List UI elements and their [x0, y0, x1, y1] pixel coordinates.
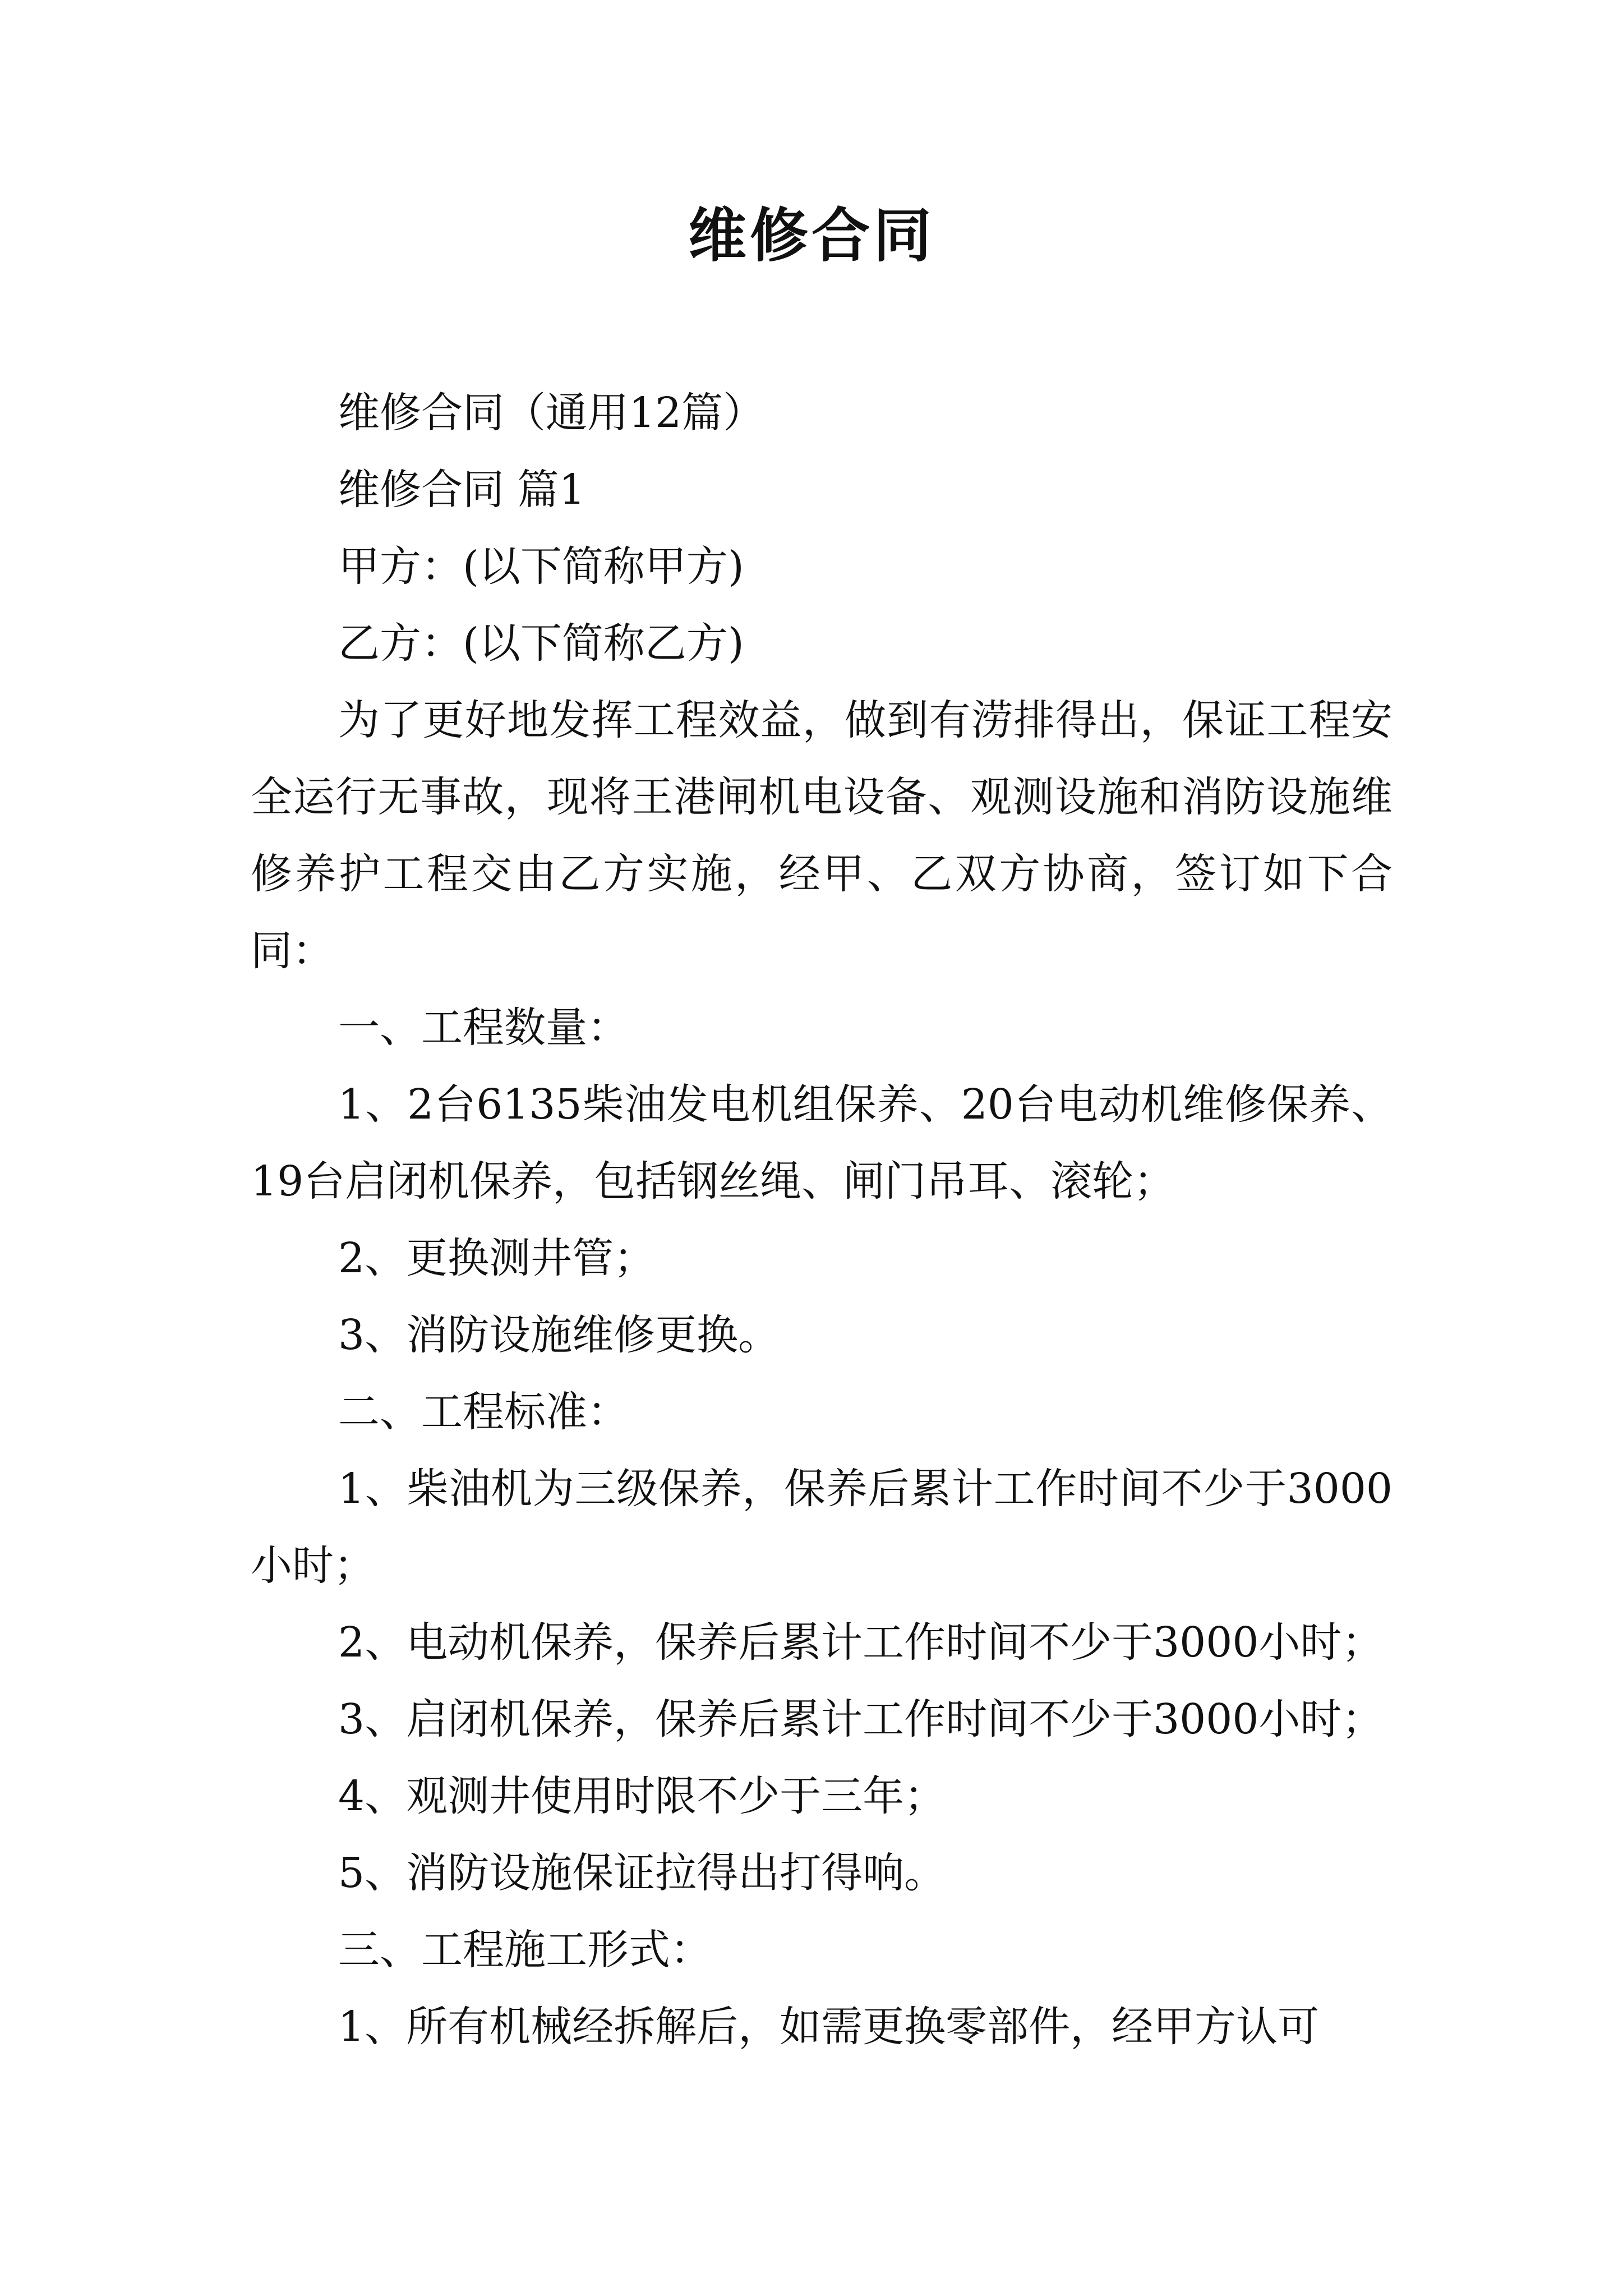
paragraph-standard-item-2: 2、电动机保养，保养后累计工作时间不少于3000小时； [338, 1618, 1384, 1667]
document-title: 维修合同 [688, 201, 935, 270]
paragraph-party-b: 乙方：(以下简称乙方) [338, 619, 744, 668]
paragraph-heading-construction: 三、工程施工形式： [338, 1926, 712, 1974]
paragraph-section-title: 维修合同 篇1 [338, 466, 585, 514]
paragraph-quantity-item-3: 3、消防设施维修更换。 [338, 1311, 780, 1359]
paragraph-standard-item-3: 3、启闭机保养，保养后累计工作时间不少于3000小时； [338, 1695, 1384, 1743]
paragraph-quantity-item-1: 1、2台6135柴油发电机组保养、20台电动机维修保养、19台启闭机保养，包括钢丝绳、闸门吊耳、滚轮； [251, 1080, 1393, 1205]
paragraph-heading-standard: 二、工程标准： [338, 1388, 629, 1436]
document-body [251, 375, 1393, 2065]
paragraph-construction-item-1: 1、所有机械经拆解后，如需更换零部件，经甲方认可 [338, 2003, 1320, 2051]
paragraph-standard-item-5: 5、消防设施保证拉得出打得响。 [338, 1849, 946, 1897]
paragraph-heading: 维修合同（通用12篇） [338, 389, 765, 437]
paragraph-quantity-item-2: 2、更换测井管； [338, 1234, 656, 1282]
paragraph-heading-quantity: 一、工程数量： [338, 1004, 629, 1052]
paragraph-party-a: 甲方：(以下简称甲方) [338, 542, 744, 591]
paragraph-standard-item-1: 1、柴油机为三级保养，保养后累计工作时间不少于3000小时； [251, 1465, 1393, 1590]
paragraph-intro: 为了更好地发挥工程效益，做到有涝排得出，保证工程安全运行无事故，现将王港闸机电设备、观测设施和消防设施维修养护工程交由乙方实施，经甲、乙双方协商，签订如下合同： [251, 696, 1393, 975]
paragraph-standard-item-4: 4、观测井使用时限不少于三年； [338, 1772, 946, 1820]
